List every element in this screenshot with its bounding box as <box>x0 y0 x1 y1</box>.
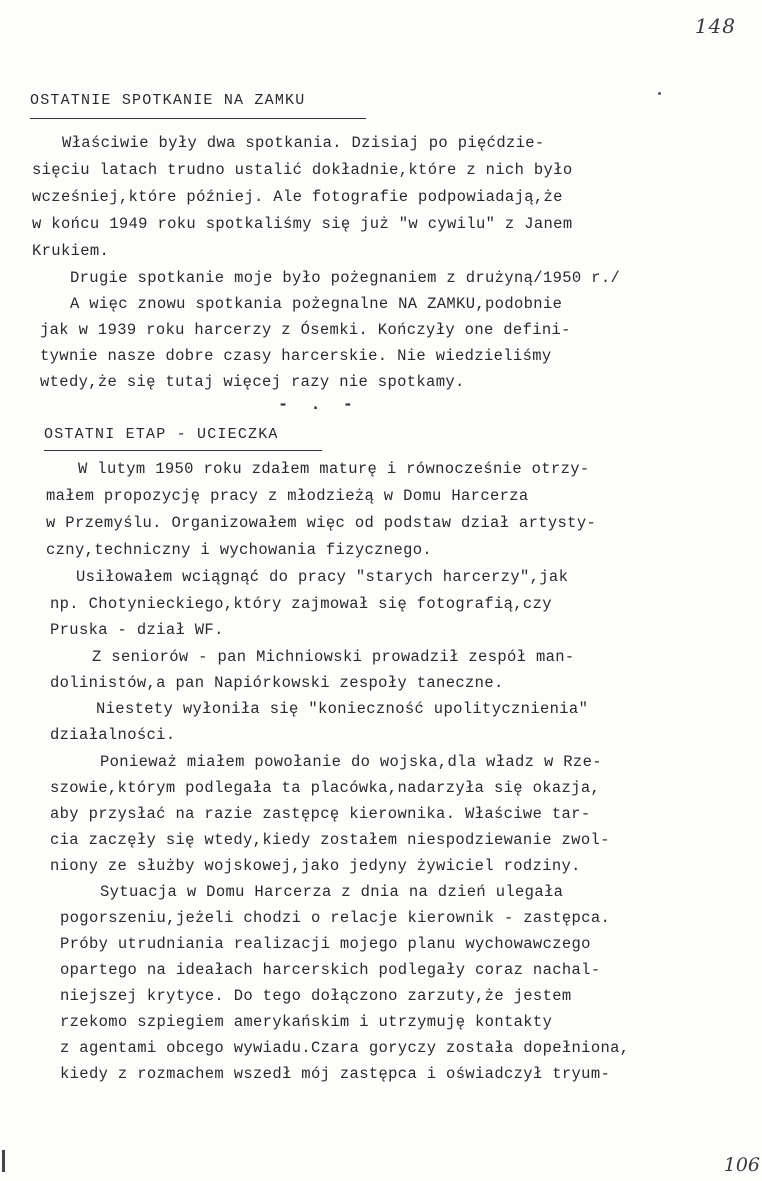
text-line: np. Chotynieckiego,który zajmował się fotografią,czy <box>50 595 552 613</box>
heading-underline <box>30 118 366 119</box>
text-line: kiedy z rozmachem wszedł mój zastępca i oświadczył tryum- <box>60 1065 611 1083</box>
text-line: sięciu latach trudno ustalić dokładnie,które z nich było <box>32 161 573 179</box>
text-line: jak w 1939 roku harcerzy z Ósemki. Kończyły one defini- <box>40 321 571 339</box>
section-heading-last-meeting: OSTATNIE SPOTKANIE NA ZAMKU <box>30 92 306 109</box>
text-line: aby przysłać na razie zastępcę kierownika. Właściwe tar- <box>50 805 591 823</box>
text-line: małem propozycję pracy z młodzieżą w Domu Harcerza <box>46 487 529 505</box>
ink-dot <box>658 92 661 95</box>
text-line: pogorszeniu,jeżeli chodzi o relacje kierownik - zastępca. <box>60 909 611 927</box>
text-line: Niestety wyłoniła się "konieczność upolitycznienia" <box>96 700 589 718</box>
text-line: w końcu 1949 roku spotkaliśmy się już "w cywilu" z Janem <box>32 215 573 233</box>
text-line: niony ze służby wojskowej,jako jedyny żywiciel rodziny. <box>50 857 581 875</box>
text-line: Usiłowałem wciągnąć do pracy "starych harcerzy",jak <box>76 568 569 586</box>
heading-underline <box>44 450 322 451</box>
text-line: Drugie spotkanie moje było pożegnaniem z drużyną/1950 r./ <box>70 269 621 287</box>
text-line: szowie,którym podlegała ta placówka,nadarzyła się okazja, <box>50 779 601 797</box>
text-line: opartego na ideałach harcerskich podlegały coraz nachal- <box>60 961 601 979</box>
text-line: A więc znowu spotkania pożegnalne NA ZAMKU,podobnie <box>70 295 563 313</box>
text-line: rzekomo szpiegiem amerykańskim i utrzymuję kontakty <box>60 1013 553 1031</box>
text-line: z agentami obcego wywiadu.Czara goryczy została dopełniona, <box>60 1039 630 1057</box>
text-line: Krukiem. <box>32 242 110 260</box>
text-line: tywnie nasze dobre czasy harcerskie. Nie wiedzieliśmy <box>40 347 552 365</box>
section-heading-last-stage-escape: OSTATNI ETAP - UCIECZKA <box>44 426 279 443</box>
text-line: Właściwie były dwa spotkania. Dzisiaj po pięćdzie- <box>62 134 545 152</box>
handwritten-page-number-top: 148 <box>694 14 736 38</box>
text-line: Próby utrudniania realizacji mojego planu wychowawczego <box>60 935 591 953</box>
text-line: Ponieważ miałem powołanie do wojska,dla władz w Rze- <box>100 753 602 771</box>
text-line: działalności. <box>50 726 176 744</box>
handwritten-page-number-bottom: 106 <box>723 1154 760 1176</box>
section-separator: - . - <box>278 396 360 415</box>
text-line: W lutym 1950 roku zdałem maturę i równocześnie otrzy- <box>78 460 590 478</box>
text-line: dolinistów,a pan Napiórkowski zespoły taneczne. <box>50 674 504 692</box>
text-line: w Przemyślu. Organizowałem więc od podstaw dział artysty- <box>46 514 597 532</box>
text-line: wtedy,że się tutaj więcej razy nie spotkamy. <box>40 373 465 391</box>
text-line: Sytuacja w Domu Harcerza z dnia na dzień ulegała <box>100 883 564 901</box>
scan-edge-mark <box>2 1150 5 1172</box>
text-line: niejszej krytyce. Do tego dołączono zarzuty,że jestem <box>60 987 572 1005</box>
text-line: czny,techniczny i wychowania fizycznego. <box>46 541 433 559</box>
text-line: Z seniorów - pan Michniowski prowadził zespół man- <box>92 648 575 666</box>
text-line: wcześniej,które później. Ale fotografie podpowiadają,że <box>32 188 563 206</box>
text-line: Pruska - dział WF. <box>50 621 224 639</box>
text-line: cia zaczęły się wtedy,kiedy zostałem niespodziewanie zwol- <box>50 831 610 849</box>
